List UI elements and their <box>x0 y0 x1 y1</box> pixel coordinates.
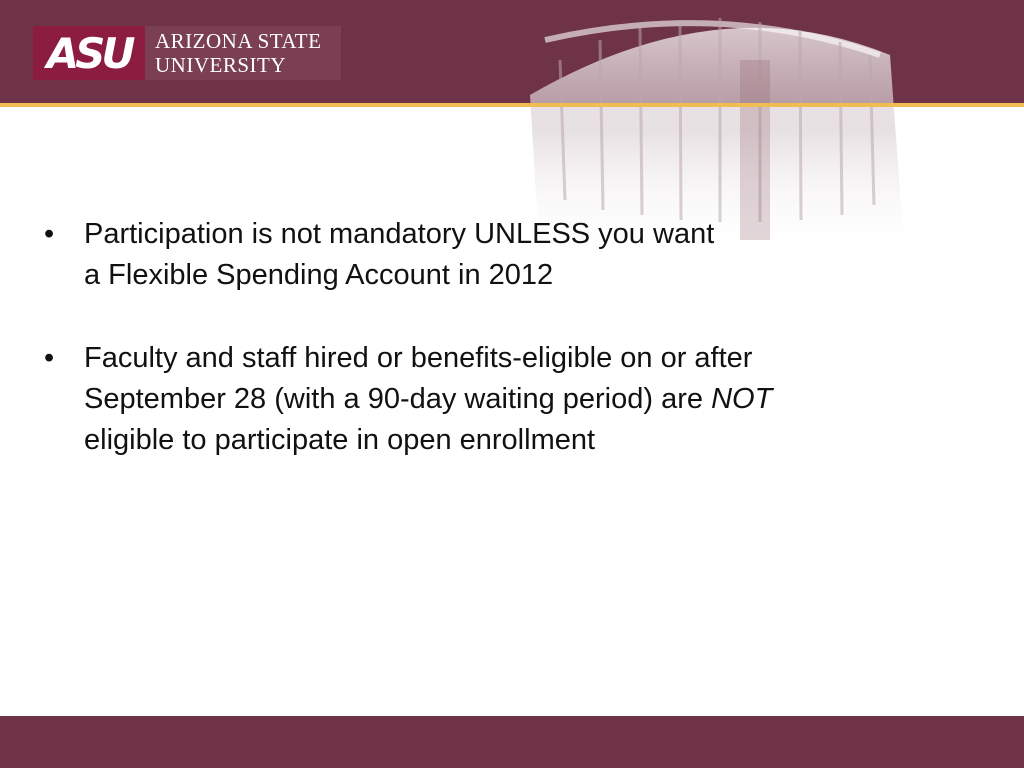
bullet-item <box>44 338 944 461</box>
asu-logo <box>33 26 341 80</box>
bullet-2-line-3: eligible to participate in open enrollment <box>84 424 596 456</box>
bullet-2-emphasis: NOT <box>711 383 773 415</box>
bullet-item <box>44 214 944 296</box>
logo-wordmark <box>145 26 341 80</box>
bullet-dot-icon: • <box>44 342 55 374</box>
logo-line-1: ARIZONA STATE <box>155 29 322 53</box>
bullet-1-line-1: Participation is not mandatory UNLESS you want <box>84 218 715 250</box>
bullet-2-line-2: September 28 (with a 90-day waiting period) are <box>84 383 712 415</box>
bullet-1-line-2: a Flexible Spending Account in 2012 <box>84 259 554 291</box>
bullet-dot-icon: • <box>44 218 55 250</box>
bullet-list <box>44 214 944 503</box>
bullet-2-line-1: Faculty and staff hired or benefits-eligible on or after <box>84 342 753 374</box>
gold-divider <box>0 103 1024 107</box>
logo-mark-text: ASU <box>46 28 132 78</box>
logo-mark <box>33 26 145 80</box>
footer-bar <box>0 716 1024 768</box>
logo-line-2: UNIVERSITY <box>155 53 286 77</box>
